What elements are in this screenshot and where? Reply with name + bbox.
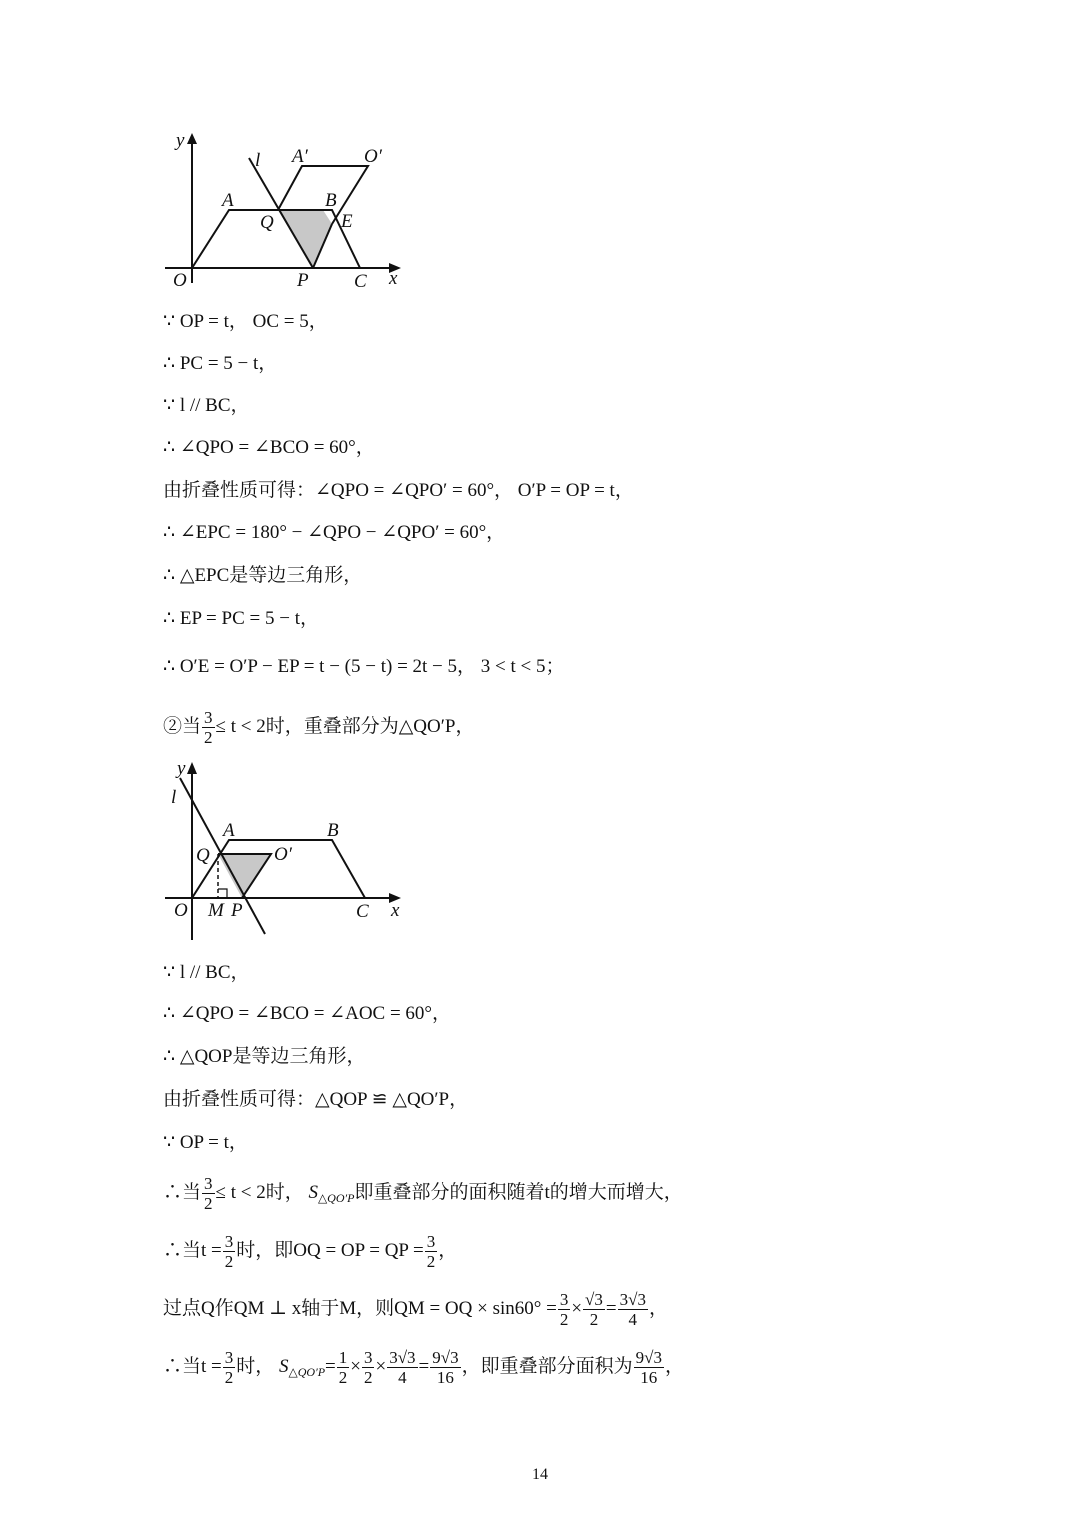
label-c: C (356, 901, 369, 922)
label-b: B (325, 190, 337, 211)
text-line-4: ∴ ∠QPO = ∠BCO = 60°， (163, 437, 375, 458)
label-p: P (231, 900, 243, 921)
fraction-three-halves: $\frac{3}{2}$ (204, 708, 213, 747)
fraction-3sqrt3-over-4: $\frac{3√3}{4}$ (389, 1348, 416, 1387)
label-q: Q (260, 212, 274, 233)
text-line-10 (163, 708, 474, 747)
fraction-9sqrt3-over-16-result: $\frac{9√3}{16}$ (635, 1348, 662, 1387)
label-l: l (171, 787, 177, 808)
text-line-15: ∵ OP = t， (163, 1132, 248, 1153)
figure-2-diagram (163, 758, 413, 943)
text-line-11: ∵ l // BC， (163, 962, 250, 983)
fraction-three-halves: $\frac{3}{2}$ (204, 1174, 213, 1213)
label-a: A (222, 190, 234, 211)
fraction-three-halves: $\frac{3}{2}$ (426, 1232, 436, 1271)
text-line-18: 过点Q作QM ⊥ x轴于M，则QM = OQ × sin60° = $\frac{3}{2}$ × $\frac{√3}{2}$ = $\frac{3√3}{4}$ ， (163, 1290, 668, 1329)
text-line-8: ∴ EP = PC = 5 − t， (163, 608, 319, 629)
label-b: B (327, 820, 339, 841)
text-line-9: ∴ O′E = O′P − EP = t − (5 − t) = 2t − 5， 3 < t < 5； (163, 656, 565, 677)
label-o: O (174, 900, 188, 921)
label-y: y (176, 130, 185, 151)
text-line-6: ∴ ∠EPC = 180° − ∠QPO − ∠QPO′ = 60°， (163, 522, 506, 543)
text-line-16: ∴当 $\frac{3}{2}$ ≤ t < 2时， $S_{\triangle QO'P}$即重叠部分的面积随着t的增大而增大， (163, 1174, 683, 1213)
fraction-sqrt3-over-2: $\frac{√3}{2}$ (585, 1290, 603, 1329)
fraction-three-halves: $\frac{3}{2}$ (224, 1348, 234, 1387)
y-axis-arrow (187, 762, 197, 774)
text-line-19: ∴当t = $\frac{3}{2}$ 时， $S_{\triangle QO'P}=$ $\frac{1}{2}$ × $\frac{3}{2}$ × $\frac{3√3}{4}$ = $\frac{9√3}{16}$ ，即重叠部分面积为 $\frac{9√3}{16}$ ， (163, 1348, 684, 1387)
label-a-prime: A′ (292, 146, 308, 167)
text-line-1: ∵ OP = t， OC = 5， (163, 311, 328, 332)
label-x: x (391, 900, 400, 921)
fraction-3sqrt3-over-4: $\frac{3√3}{4}$ (619, 1290, 646, 1329)
case-2-prefix: ②当 (163, 715, 202, 737)
fraction-9sqrt3-over-16: $\frac{9√3}{16}$ (432, 1348, 459, 1387)
text-line-14: 由折叠性质可得：△QOP ≌ △QO′P， (163, 1089, 469, 1110)
label-e: E (341, 211, 353, 232)
label-p: P (297, 270, 309, 291)
label-o-prime: O′ (274, 844, 292, 865)
shaded-overlap-region (278, 210, 332, 268)
fraction-three-halves: $\frac{3}{2}$ (224, 1232, 234, 1271)
text-line-13: ∴ △QOP是等边三角形， (163, 1046, 366, 1067)
label-c: C (354, 271, 367, 292)
figure-1-diagram (163, 128, 413, 298)
label-x: x (389, 268, 398, 289)
label-q: Q (196, 845, 210, 866)
fraction-three-halves: $\frac{3}{2}$ (559, 1290, 569, 1329)
text-line-2: ∴ PC = 5 − t， (163, 353, 278, 374)
text-line-12: ∴ ∠QPO = ∠BCO = ∠AOC = 60°， (163, 1003, 452, 1024)
label-m: M (208, 900, 224, 921)
text-line-17: ∴当t = $\frac{3}{2}$ 时，即OQ = OP = QP = $\frac{3}{2}$ ， (163, 1232, 458, 1271)
fraction-three-halves: $\frac{3}{2}$ (363, 1348, 373, 1387)
text-line-7: ∴ △EPC是等边三角形， (163, 565, 363, 586)
right-angle-mark (218, 889, 227, 898)
page-number: 14 (532, 1466, 548, 1483)
case-2-suffix: ≤ t < 2时，重叠部分为△QO′P， (215, 715, 475, 737)
y-axis-arrow (187, 133, 197, 144)
text-line-5: 由折叠性质可得：∠QPO = ∠QPO′ = 60°， O′P = OP = t， (163, 480, 634, 501)
label-y: y (177, 758, 186, 779)
label-l: l (255, 150, 261, 171)
label-o: O (173, 270, 187, 291)
fraction-one-half: $\frac{1}{2}$ (338, 1348, 348, 1387)
text-line-3: ∵ l // BC， (163, 395, 250, 416)
label-o-prime: O′ (364, 146, 382, 167)
figure-2 (163, 758, 413, 948)
label-a: A (223, 820, 235, 841)
figure-1 (163, 128, 413, 303)
